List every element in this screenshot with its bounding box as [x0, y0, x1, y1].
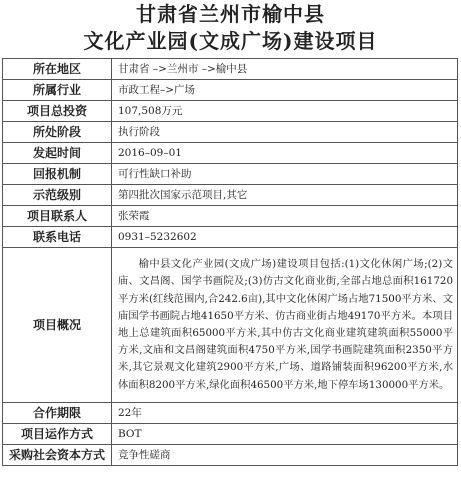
row-label-investment: 项目总投资 [3, 101, 112, 122]
table-row [3, 227, 458, 248]
row-label-industry: 所属行业 [3, 80, 112, 101]
project-info-table [2, 58, 458, 466]
row-value-stage: 执行阶段 [112, 122, 458, 143]
row-value-contact: 张荣霞 [112, 206, 458, 227]
row-value-overview: 榆中县文化产业园(文成广场)建设项目包括:(1)文化休闲广场;(2)文庙、文昌阁、国学书画院及;(3)仿古文化商业街,全部占地总面积161720平方米(红线范围内,合242.6亩),其中文化休闲广场占地71500平方米、文庙国学书画院占地41650平方米、仿古商业街占地49170平方米。本项目地上总建筑面积65000平方米,其中仿古文化商业建筑建筑面积55000平方米,文庙和文昌阁建筑面积4750平方米,国学书画院建筑面积2350平方米,其它景观文化建筑2900平方米,广场、道路铺装面积96200平方米,水体面积8200平方米,绿化面积46500平方米,地下停车场130000平方米。 [112, 248, 458, 403]
row-label-return-mechanism: 回报机制 [3, 164, 112, 185]
row-label-region: 所在地区 [3, 59, 112, 80]
row-value-phone: 0931–5232602 [112, 227, 458, 248]
row-label-operation-mode: 项目运作方式 [3, 424, 112, 445]
row-label-contact: 项目联系人 [3, 206, 112, 227]
table-row [3, 59, 458, 80]
row-label-procurement: 采购社会资本方式 [3, 445, 112, 466]
row-value-term: 22年 [112, 403, 458, 424]
title-line-2: 文化产业园(文成广场)建设项目 [83, 29, 378, 53]
row-label-start-date: 发起时间 [3, 143, 112, 164]
table-row [3, 424, 458, 445]
page-header [0, 0, 461, 57]
row-label-overview: 项目概况 [3, 248, 112, 403]
row-value-region: 甘肃省 –>兰州市 –>榆中县 [112, 59, 458, 80]
title-line-1: 甘肃省兰州市榆中县 [136, 2, 325, 26]
table-row [3, 143, 458, 164]
row-value-procurement: 竞争性磋商 [112, 445, 458, 466]
table-row [3, 164, 458, 185]
table-row [3, 122, 458, 143]
table-row [3, 403, 458, 424]
row-value-operation-mode: BOT [112, 424, 458, 445]
table-row [3, 206, 458, 227]
row-value-investment: 107,508万元 [112, 101, 458, 122]
row-value-return-mechanism: 可行性缺口补助 [112, 164, 458, 185]
row-label-phone: 联系电话 [3, 227, 112, 248]
row-value-industry: 市政工程–>广场 [112, 80, 458, 101]
row-value-start-date: 2016–09–01 [112, 143, 458, 164]
table-row [3, 101, 458, 122]
table-row [3, 185, 458, 206]
table-row [3, 445, 458, 466]
row-label-term: 合作期限 [3, 403, 112, 424]
row-value-demo-level: 第四批次国家示范项目,其它 [112, 185, 458, 206]
row-label-demo-level: 示范级别 [3, 185, 112, 206]
table-row [3, 248, 458, 403]
row-label-stage: 所处阶段 [3, 122, 112, 143]
table-row [3, 80, 458, 101]
